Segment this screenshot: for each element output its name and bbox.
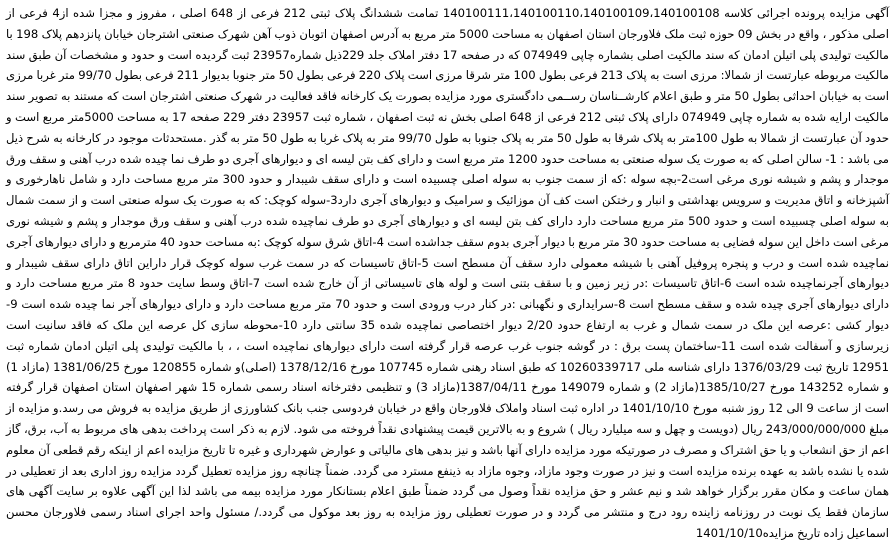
- auction-notice: [6, 3, 890, 540]
- auction-notice-body: آگهی مزایده پرونده اجرائی کلاسه 140100111،140100110،140100109،140100108 تمامت ششدانگ پلاک ثبتی 212 فرعی از 648 اصلی ، مفروز و مجزا شده از4 فرعی از اصلی مذکور ، واقع در بخش 09 حوزه ثبت ملک فلاورجان استان اصفهان به مساحت 5000 متر مربع به آدرس اصفهان اتوبان ذوب آهن شهرک صنعتی اشترجان خیابان پانزدهم پلاک 198 با مالکیت تولیدی پلی اتیلن ادمان که سند مالکیت اصلی بشماره چاپی 074949 که در صفحه 17 دفتر املاک جلد 229ذیل شماره23957 ثبت گردیده است و حدود و مشخصات آن طبق سند مالکیت مربوطه عبارتست از شمالا: مرزی است به پلاک 213 فرعی بطول 100 متر شرقا مرزی است پلاک 220 فرعی بطول 50 متر جنوبا بدیوار 211 فرعی بطول 99/70 متر غربا مرزی است به خیابان احداثی بطول 50 متر و طبق اعلام کارشــناسان رســمی دادگستری مورد مزایده بصورت یک کارخانه فاقد فعالیت در شهرک صنعتی اشترجان است که مستند به تصویر سند مالکیت ارایه شده به شماره چاپی 074949 دارای پلاک ثبتی 212 فرعی از 648 اصلی بخش نه ثبت اصفهان ، شماره ثبت 23957 دفتر 229 صفحه 17 به مساحت 5000متر مربع است و حدود آن عبارتست از شمالا به طول 100متر به پلاک شرقا به طول 50 متر به پلاک جنوبا به طول 99/70 متر به پلاک غربا به طول 50 متر به گذر .مستحدثات موجود در کارخانه به شرح ذیل می باشد : 1- سالن اصلی که به صورت یک سوله صنعتی به مساحت حدود 1200 متر مربع است و دارای کف بتن لیسه ای و دیوارهای آجری دو طرف نما چیده شده درب آهنی و سقف ورق موجدار و پشم و شیشه نوری مرغی است2-بچه سوله :که از سمت جنوب به سوله اصلی چسبیده است و دارای سقف شیبدار و حدود 300 متر مربع مساحت دارد و شامل ناهارخوری و آشپزخانه و اتاق مدیریت و سرویس بهداشتی و انبار و رختکن است کف آن موزائیک و سرامیک و دیوارهای آجری دارد3-سوله کوچک: که به صورت یک سوله صنعتی است و از سمت شمال به سوله اصلی چسبیده است و حدود 500 متر مربع مساحت دارد دارای کف بتن لیسه ای و دیوارهای آجری دو طرف نماچیده شده درب آهنی و سقف ورق موجدار و پشم و شیشه نوری مرغی است داخل این سوله فضایی به مساحت حدود 30 متر مربع با دیوار آجری بدوم سقف جداشده است 4-اتاق شرق سوله کوچک :به مساحت حدود 40 مترمربع و دارای دیوارهای آجری نماچیده شده است و درب و پنجره پروفیل آهنی با شیشه معمولی دارد سقف آن مسطح است 5-اتاق تاسیسات که در سمت غرب سوله کوچک قرار داراین اتاق دارای سقف شیبدار و دیوارهای آجرنماچیده شده است 6-اتاق تاسیسات :در زیر زمین و با سقف بتنی است و لوله های تاسیساتی از آن خارج شده است 7-اتاق وسط سایت حدود 8 متر مربع مساحت دارد و دارای دیوارهای آجری چیده شده و سقف مسطح است 8-سرایداری و نگهبانی :در کنار درب ورودی است و حدود 70 متر مربع مساحت دارد و دارای دیوارهای آجر نما چیده شده است 9-دیوار کشی :عرصه این ملک در سمت شمال و غرب به ارتفاع حدود 2/20 دیوار اختصاصی نماچیده شده 35 سانتی دارد 10-محوطه سازی کل عرصه این ملک که فاقد سانیت است زیرسازی و آسفالت شده است 11-ساختمان پست برق : در گوشه جنوب غرب عرصه قرار گرفته است دارای دیوارهای نماچیده است ، ، با مالکیت تولیدی پلی اتیلن ادمان شماره ثبت 12951 تاریخ ثبت 1376/03/29 دارای شناسه ملی 10260339717 که طبق اسناد رهنی شماره 107745 مورخ 1378/12/16 (اصلی)و شماره 120855 مورخ 1381/06/25 (مازاد 1) و شماره 143252 مورخ 1385/10/27(مازاد 2) و شماره 149079 مورخ 1387/04/11(مازاد 3) و تنظیمی دفترخانه اسناد رسمی شماره 15 شهر اصفهان استان اصفهان قرار گرفته است از ساعت 9 الی 12 روز شنبه مورخ 1401/10/10 در اداره ثبت اسناد واملاک فلاورجان واقع در خیابان فردوسی جنب بانک کشاورزی از طریق مزایده به فروش می رسد.و مزایده از مبلغ 243/000/000/000 ریال (دویست و چهل و سه میلیارد ریال ) شروع و به بالاترین قیمت پیشنهادی نقداً فروخته می شود. لازم به ذکر است پرداخت بدهی های مربوط به آب، برق، گاز اعم از حق انشعاب و یا حق اشتراک و مصرف در صورتیکه مورد مزایده دارای آنها باشد و نیز بدهی های مالیاتی و عوارض شهرداری و غیره تا تاریخ مزایده اعم از اینکه رقم قطعی آن معلوم شده یا نشده باشد به عهده برنده مزایده است و نیز در صورت وجود مازاد، وجوه مازاد به ذینفع مسترد می گردد. ضمناً چنانچه روز مزایده تعطیل گردد مزایده روز اداری بعد از تعطیلی در همان ساعت و مکان مقرر برگزار خواهد شد و نیم عشر و حق مزایده نقداً وصول می گردد ضمناً طبق اعلام بستانکار مورد مزایده بیمه می باشد لذا این آگهی علاوه بر سایت آگهی های سازمان فقط یک نوبت در روزنامه زاینده رود درج و منتشر می گردد و در صورت تعطیلی روز مزایده به روز بعد موکول می گردد./ مسئول واحد اجرای اسناد رسمی فلاورجان محسن اسماعیل زاده تاریخ مزایده1401/10/10: [6, 6, 890, 540]
